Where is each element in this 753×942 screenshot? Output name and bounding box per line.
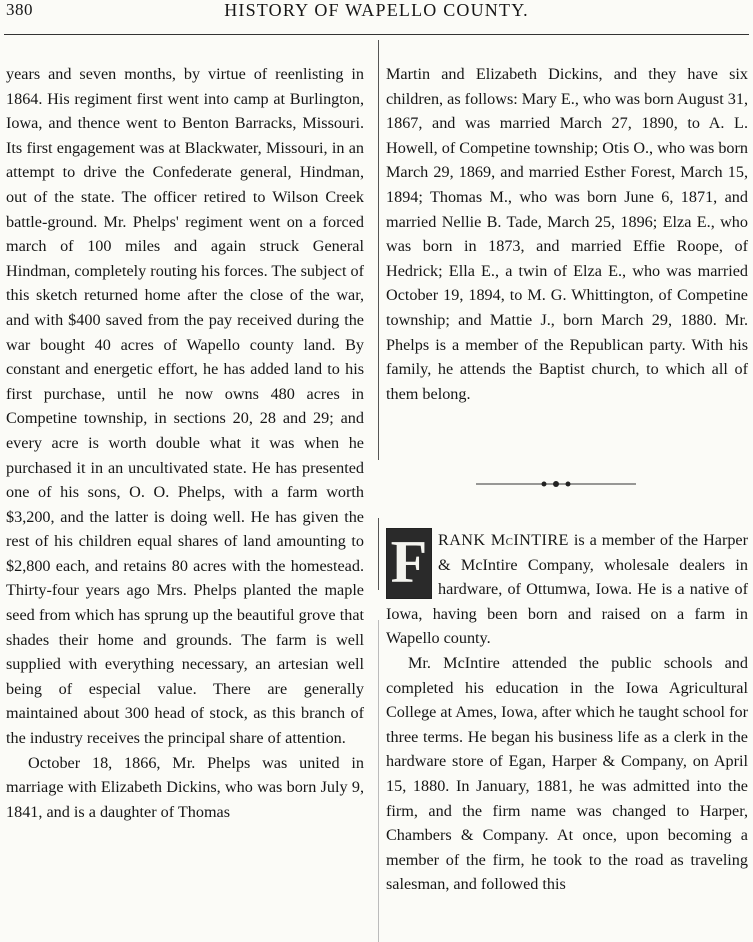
paragraph-text: is a member of the Harper & McIntire Company, wholesale dealers in hardware, of Ottumwa, Iowa. He is a native of Iowa, having been born and raised on a farm in Wapello county. — [386, 531, 749, 648]
paragraph: Mr. McIntire attended the public schools and completed his education in the Iowa Agricultural College at Ames, Iowa, after which he taught school for three terms. He began his business life as a clerk in the hardware store of Egan, Harper & Company, on April 15, 1880. In January, 1881, he was admitted into the firm, and the firm name was changed to Harper, Chambers & Company. At once, upon becoming a member of the firm, he took to the road as traveling salesman, and followed this — [386, 653, 748, 894]
right-column-upper — [386, 62, 748, 406]
column-divider — [378, 620, 379, 942]
right-column-lower — [386, 528, 748, 897]
column-divider — [378, 40, 379, 460]
column-divider — [378, 518, 379, 590]
paragraph — [386, 528, 748, 651]
paragraph: Martin and Elizabeth Dickins, and they have six children, as follows: Mary E., who was born August 31, 1867, and was married March 27, 1890, to A. L. Howell, of Competine township; Otis O., who was born March 29, 1869, and married Esther Forest, March 15, 1894; Thomas M., who was born June 6, 1871, and married Nellie B. Tade, March 25, 1896; Elza E., who was born in 1873, and married Effie Roope, of Hedrick; Ella E., a twin of Elza E., who was married October 19, 1894, to M. G. Whittington, of Competine township; and Mattie J., born March 29, 1880. Mr. Phelps is a member of the Republican party. With his family, he attends the Baptist church, to which all of them belong. — [386, 65, 748, 403]
left-column — [6, 62, 364, 824]
page-number: 380 — [6, 0, 33, 19]
section-ornament — [476, 480, 636, 488]
running-title: HISTORY OF WAPELLO COUNTY. — [224, 0, 529, 20]
paragraph: October 18, 1866, Mr. Phelps was united in marriage with Elizabeth Dickins, who was born July 9, 1841, and is a daughter of Thomas — [6, 753, 364, 821]
header-rule — [4, 34, 749, 35]
subject-name: RANK McINTIRE — [438, 531, 569, 549]
drop-cap: F — [386, 528, 432, 599]
paragraph: years and seven months, by virtue of reenlisting in 1864. His regiment first went into camp at Burlington, Iowa, and thence went to Benton Barracks, Missouri. Its first engagement was at Blackwater, Missouri, in an attempt to drive the Confederate general, Hindman, out of the state. The officer retired to Wilson Creek battle-ground. Mr. Phelps' regiment went on a forced march of 100 miles and again struck General Hindman, completely routing his forces. The subject of this sketch returned home after the close of the war, and with $400 saved from the pay received during the war bought 40 acres of Wapello county land. By constant and energetic effort, he has added land to his first purchase, until he now owns 480 acres in Competine township, in sections 20, 28 and 29; and every acre is worth double what it was when he purchased it in an uncultivated state. He has presented one of his sons, O. O. Phelps, with a farm worth $3,200, and the latter is doing well. He has given the rest of his children equal shares of land amounting to $2,800 each, and retains 80 acres with the homestead. Thirty-four years ago Mrs. Phelps planted the maple seed from which has sprung up the beautiful grove that shades their home and grounds. The farm is well supplied with everything necessary, an artesian well being of especial value. There are generally maintained about 300 head of stock, as this branch of the industry receives the principal share of attention. — [6, 65, 364, 748]
